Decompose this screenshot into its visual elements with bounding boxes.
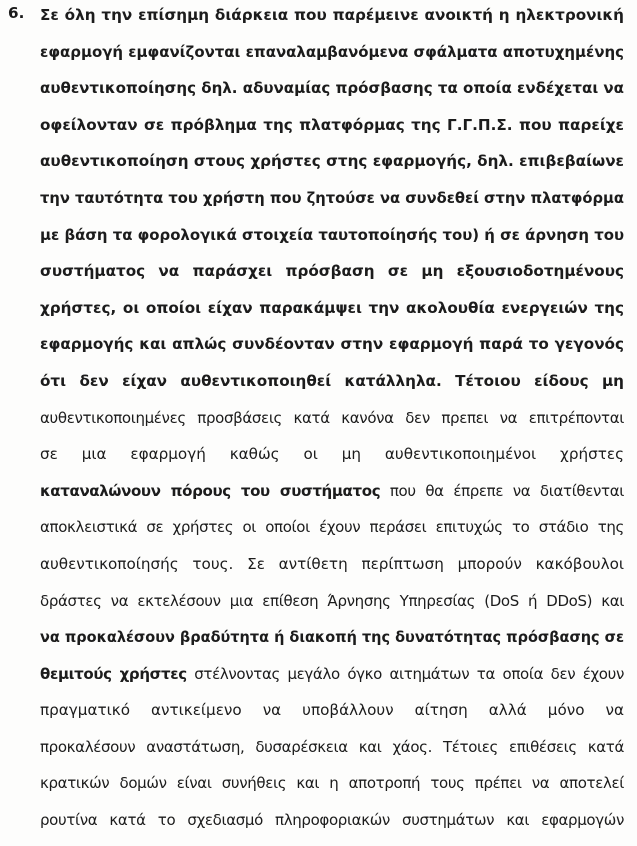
text-line: πραγματικό αντικείμενο να υποβάλλουν αίτηση αλλά μόνο να (40, 701, 624, 720)
text-run: στέλνοντας μεγάλο όγκο αιτημάτων τα οποία δεν έχουν (186, 664, 624, 683)
text-line: με βάση τα φορολογικά στοιχεία ταυτοποίησής του) ή σε άρνηση του (40, 225, 624, 244)
text-line: αποκλειστικά σε χρήστες οι οποίοι έχουν περάσει επιτυχώς το στάδιο της (40, 518, 624, 537)
text-line: αυθεντικοποίησής τους. Σε αντίθετη περίπτωση μπορούν κακόβουλοι (40, 554, 624, 573)
text-line: ότι δεν είχαν αυθεντικοποιηθεί κατάλληλα. Τέτοιου είδους μη (40, 371, 624, 390)
text-line: σε μια εφαρμογή καθώς οι μη αυθεντικοποιημένοι χρήστες (40, 445, 624, 464)
text-line: συστήματος να παράσχει πρόσβαση σε μη εξουσιοδοτημένους (40, 262, 624, 281)
text-run: που θα έπρεπε να διατίθενται (380, 481, 624, 500)
text-line: εφαρμογή εμφανίζονται επαναλαμβανόμενα σφάλματα αποτυχημένης (40, 42, 624, 61)
text-line: ρουτίνα κατά το σχεδιασμό πληροφοριακών συστημάτων και εφαρμογών (40, 811, 624, 830)
text-line: εφαρμογής και απλώς συνδέονταν στην εφαρμογή παρά το γεγονός (40, 335, 624, 354)
text-line: χρήστες, οι οποίοι είχαν παρακάμψει την ακολουθία ενεργειών της (40, 298, 624, 317)
text-line: οφείλονταν σε πρόβλημα της πλατφόρμας της Γ.Γ.Π.Σ. που παρείχε (40, 115, 624, 134)
text-line: δράστες να εκτελέσουν μια επίθεση Άρνησης Υπηρεσίας (DoS ή DDoS) και (40, 591, 624, 610)
bold-phrase: καταναλώνουν πόρους του συστήματος (40, 481, 381, 500)
paragraph-body (40, 4, 624, 846)
text-line: προκαλέσουν αναστάτωση, δυσαρέσκεια και χάος. Τέτοιες επιθέσεις κατά (40, 737, 624, 756)
paragraph-number: 6. (8, 4, 25, 22)
text-line: την ταυτότητα του χρήστη που ζητούσε να συνδεθεί στην πλατφόρμα (40, 188, 624, 207)
text-line: Σε όλη την επίσημη διάρκεια που παρέμεινε ανοικτή η ηλεκτρονική (40, 6, 624, 24)
text-line: αυθεντικοποιημένες προσβάσεις κατά κανόνα δεν πρεπει να επιτρέπονται (40, 408, 624, 427)
text-line: αυθεντικοποίηση στους χρήστες στης εφαρμογής, δηλ. επιβεβαίωνε (40, 152, 624, 171)
text-line: κρατικών δομών είναι συνήθεις και η αποτροπή τους πρέπει να αποτελεί (40, 774, 624, 793)
text-line (40, 480, 624, 517)
text-line: να προκαλέσουν βραδύτητα ή διακοπή της δυνατότητας πρόσβασης σε (40, 628, 624, 647)
bold-phrase: θεμιτούς χρήστες (40, 664, 187, 683)
text-line: αυθεντικοποίησης δηλ. αδυναμίας πρόσβασης τα οποία ενδέχεται να (40, 79, 624, 98)
